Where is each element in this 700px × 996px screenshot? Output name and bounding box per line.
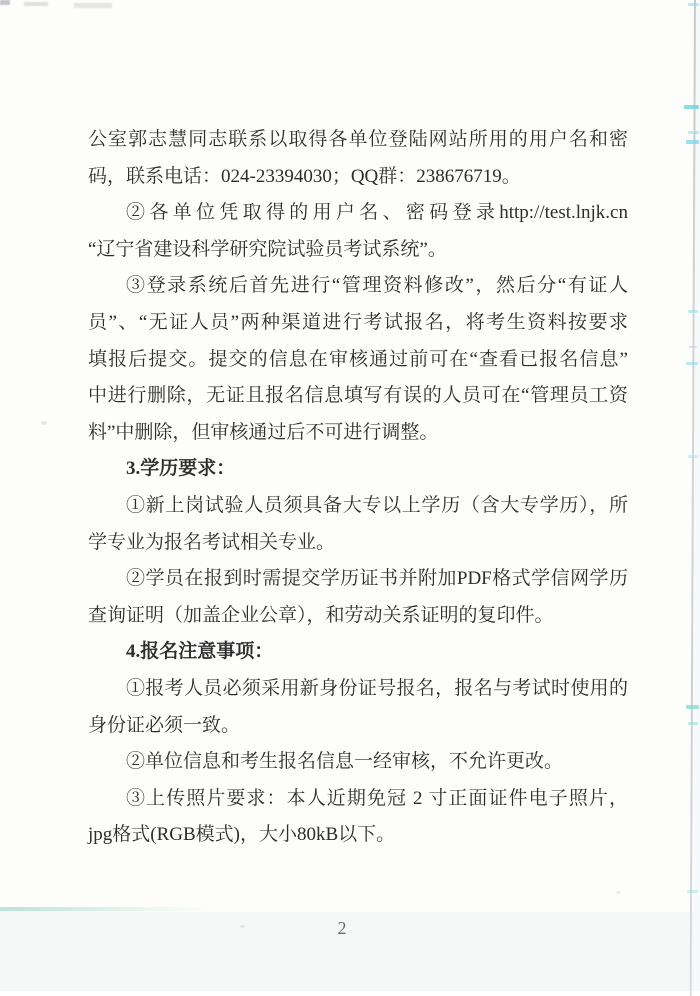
text-line: ③上传照片要求：本人近期免冠 2 寸正面证件电子照片，	[126, 787, 628, 809]
text-line: ①报考人员必须采用新身份证号报名，报名与考试时使用的	[126, 677, 628, 699]
scan-speck	[41, 421, 47, 425]
scan-streak	[686, 362, 698, 365]
scan-smudge	[0, 0, 10, 5]
scan-streak	[686, 705, 699, 709]
scan-streak	[689, 346, 697, 348]
text-line: ①新上岗试验人员须具备大专以上学历（含大专学历），所	[126, 494, 628, 516]
scan-streak	[688, 455, 698, 458]
scan-streak	[687, 890, 698, 893]
text-line: ②单位信息和考生报名信息一经审核，不允许更改。	[126, 751, 564, 773]
scan-streak	[688, 3, 699, 6]
page-number: 2	[337, 918, 347, 938]
scan-speck	[240, 925, 245, 928]
text-line: 中进行删除，无证且报名信息填写有误的人员可在“管理员工资	[88, 385, 628, 407]
scan-streak	[688, 131, 699, 134]
text-line: ③登录系统后首先进行“管理资料修改”，然后分“有证人	[126, 275, 628, 297]
scan-speck	[616, 891, 621, 894]
text-line: 码，联系电话：024-23394030；QQ群：238676719。	[88, 165, 521, 187]
text-line: 公室郭志慧同志联系以取得各单位登陆网站所用的用户名和密	[88, 129, 628, 150]
text-line: ②学员在报到时需提交学历证书并附加PDF格式学信网学历	[126, 568, 628, 590]
section-heading: 3.学历要求：	[126, 458, 236, 480]
text-line: jpg格式(RGB模式)，大小80kB以下。	[88, 824, 396, 846]
text-line: 填报后提交。提交的信息在审核通过前可在“查看已报名信息”	[88, 348, 628, 370]
text-line: 学专业为报名考试相关专业。	[88, 531, 336, 553]
scan-streak	[686, 140, 699, 144]
text-line: 员”、“无证人员”两种渠道进行考试报名，将考生资料按要求	[88, 311, 628, 333]
body-text	[88, 122, 628, 854]
scan-teal-line	[0, 907, 210, 911]
text-line: 料”中删除，但审核通过后不可进行调整。	[88, 421, 439, 443]
scan-bottom-tint	[0, 912, 700, 991]
scan-streak	[688, 722, 698, 725]
scan-streak	[688, 310, 698, 313]
text-line: ②各单位凭取得的用户名、密码登录http://test.lnjk.cn	[126, 202, 628, 224]
scan-smudge	[24, 2, 48, 6]
scan-smudge	[74, 3, 112, 8]
scan-streak	[684, 105, 699, 109]
text-line: 身份证必须一致。	[88, 714, 241, 736]
text-line: “辽宁省建设科学研究院试验员考试系统”。	[88, 238, 447, 260]
section-heading: 4.报名注意事项：	[126, 641, 274, 663]
text-line: 查询证明（加盖企业公章），和劳动关系证明的复印件。	[88, 604, 554, 626]
